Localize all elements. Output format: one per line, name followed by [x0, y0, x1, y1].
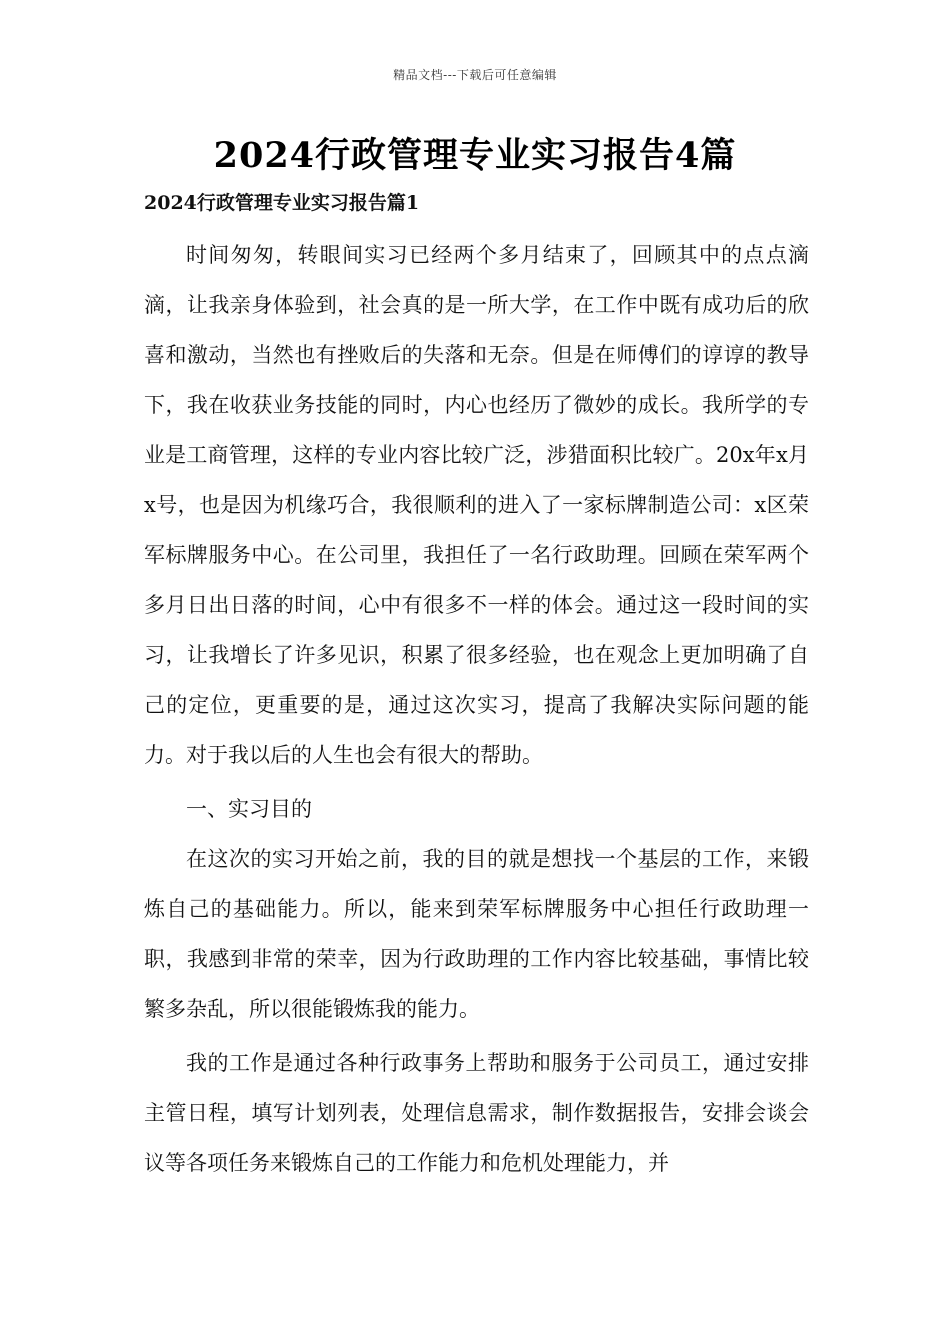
paragraph-purpose: 在这次的实习开始之前，我的目的就是想找一个基层的工作，来锻炼自己的基础能力。所以，能来到荣军标牌服务中心担任行政助理一职，我感到非常的荣幸，因为行政助理的工作内容比较基础，事情比较繁多杂乱，所以很能锻炼我的能力。 — [144, 847, 809, 1021]
paragraph-work: 我的工作是通过各种行政事务上帮助和服务于公司员工，通过安排主管日程，填写计划列表，处理信息需求，制作数据报告，安排会谈会议等各项任务来锻炼自己的工作能力和危机处理能力，并 — [144, 1051, 809, 1175]
document-body — [144, 230, 809, 1192]
section-heading-purpose: 一、实习目的 — [186, 797, 312, 821]
header-note: 精品文档---下载后可任意编辑 — [393, 68, 557, 82]
section-subtitle: 2024行政管理专业实习报告篇1 — [144, 192, 420, 214]
document-title: 2024行政管理专业实习报告4篇 — [213, 135, 737, 176]
paragraph-intro: 时间匆匆，转眼间实习已经两个多月结束了，回顾其中的点点滴滴，让我亲身体验到，社会真的是一所大学，在工作中既有成功后的欣喜和激动，当然也有挫败后的失落和无奈。但是在师傅们的谆谆的教导下，我在收获业务技能的同时，内心也经历了微妙的成长。我所学的专业是工商管理，这样的专业内容比较广泛，涉猎面积比较广。20x年x月x号，也是因为机缘巧合，我很顺利的进入了一家标牌制造公司：x区荣军标牌服务中心。在公司里，我担任了一名行政助理。回顾在荣军两个多月日出日落的时间，心中有很多不一样的体会。通过这一段时间的实习，让我增长了许多见识，积累了很多经验，也在观念上更加明确了自己的定位，更重要的是，通过这次实习，提高了我解决实际问题的能力。对于我以后的人生也会有很大的帮助。 — [144, 243, 809, 767]
